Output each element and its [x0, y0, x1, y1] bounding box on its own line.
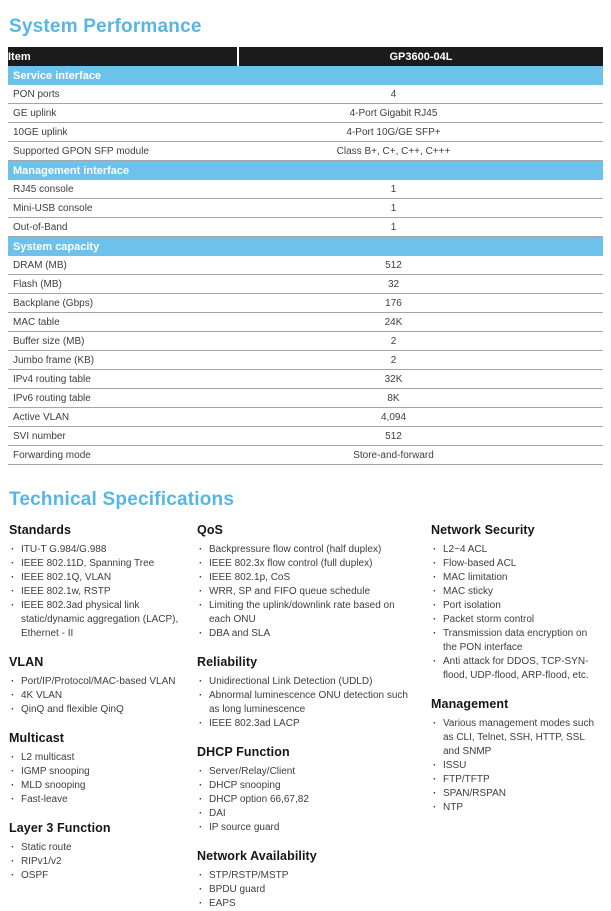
table-row	[8, 85, 603, 104]
spec-item: · ISSU	[430, 759, 603, 773]
section-title: Service interface	[8, 66, 603, 85]
spec-item: · Abnormal luminescence ONU detection such as long luminescence	[196, 689, 416, 717]
spec-group-network-security	[430, 523, 603, 683]
row-label: 10GE uplink	[8, 123, 238, 142]
spec-heading: Network Security	[431, 523, 535, 537]
row-label: PON ports	[8, 85, 238, 104]
section-header-system-capacity	[8, 237, 603, 257]
spec-list	[430, 543, 603, 683]
row-label: DRAM (MB)	[8, 256, 238, 275]
spec-item: · IEEE 802.3ad LACP	[196, 717, 416, 731]
spec-item: · IEEE 802.1Q, VLAN	[8, 571, 182, 585]
spec-item: · Anti attack for DDOS, TCP-SYN-flood, UDP-flood, ARP-flood, etc.	[430, 655, 603, 683]
row-label: Forwarding mode	[8, 446, 238, 465]
row-label: MAC table	[8, 313, 238, 332]
spec-item: · L2~4 ACL	[430, 543, 603, 557]
row-label: Active VLAN	[8, 408, 238, 427]
spec-heading: Network Availability	[197, 849, 317, 863]
spec-item: · Transmission data encryption on the PON interface	[430, 627, 603, 655]
spec-list	[196, 675, 416, 731]
row-value: 8K	[238, 389, 603, 408]
table-row	[8, 275, 603, 294]
row-value: Store-and-forward	[238, 446, 603, 465]
spec-heading: QoS	[197, 523, 223, 537]
table-row	[8, 446, 603, 465]
table-header-row	[8, 47, 603, 66]
table-row	[8, 218, 603, 237]
spec-item: · IP source guard	[196, 821, 416, 835]
row-value: 176	[238, 294, 603, 313]
spec-item: · BPDU guard	[196, 883, 416, 897]
spec-column-1	[8, 523, 196, 883]
spec-heading: Standards	[9, 523, 72, 537]
spec-item: · Server/Relay/Client	[196, 765, 416, 779]
spec-group-qos	[196, 523, 416, 641]
row-label: Buffer size (MB)	[8, 332, 238, 351]
table-row	[8, 180, 603, 199]
spec-item: · DHCP option 66,67,82	[196, 793, 416, 807]
spec-item: · IEEE 802.1w, RSTP	[8, 585, 182, 599]
spec-column-3	[430, 523, 603, 815]
spec-item: · RIPv1/v2	[8, 855, 182, 869]
section-title: System capacity	[8, 237, 603, 257]
spec-item: · ITU-T G.984/G.988	[8, 543, 182, 557]
spec-list	[8, 675, 182, 717]
spec-group-reliability	[196, 655, 416, 731]
spec-item: · IEEE 802.1p, CoS	[196, 571, 416, 585]
system-performance-table	[8, 47, 603, 465]
system-performance-title: System Performance	[9, 16, 202, 37]
spec-list	[196, 869, 416, 911]
spec-item: · EAPS	[196, 897, 416, 911]
spec-item: · OSPF	[8, 869, 182, 883]
spec-item: · Static route	[8, 841, 182, 855]
table-row	[8, 123, 603, 142]
spec-heading: Multicast	[9, 731, 65, 745]
row-value: 1	[238, 218, 603, 237]
row-value: 4	[238, 85, 603, 104]
spec-item: · STP/RSTP/MSTP	[196, 869, 416, 883]
spec-item: · WRR, SP and FIFO queue schedule	[196, 585, 416, 599]
row-value: 4-Port 10G/GE SFP+	[238, 123, 603, 142]
row-value: 512	[238, 427, 603, 446]
row-value: 24K	[238, 313, 603, 332]
row-label: RJ45 console	[8, 180, 238, 199]
table-row	[8, 294, 603, 313]
spec-item: · L2 multicast	[8, 751, 182, 765]
spec-item: · Backpressure flow control (half duplex)	[196, 543, 416, 557]
spec-list	[196, 765, 416, 835]
spec-heading: VLAN	[9, 655, 44, 669]
spec-item: · 4K VLAN	[8, 689, 182, 703]
spec-item: · Port isolation	[430, 599, 603, 613]
section-title: Management interface	[8, 161, 603, 181]
spec-heading: Reliability	[197, 655, 258, 669]
spec-item: · Port/IP/Protocol/MAC-based VLAN	[8, 675, 182, 689]
section-header-management-interface	[8, 161, 603, 181]
table-row	[8, 427, 603, 446]
table-row	[8, 389, 603, 408]
table-row	[8, 256, 603, 275]
spec-item: · DBA and SLA	[196, 627, 416, 641]
spec-item: · SPAN/RSPAN	[430, 787, 603, 801]
row-label: GE uplink	[8, 104, 238, 123]
row-value: 2	[238, 332, 603, 351]
table-row	[8, 408, 603, 427]
row-value: Class B+, C+, C++, C+++	[238, 142, 603, 161]
row-value: 2	[238, 351, 603, 370]
spec-list	[8, 751, 182, 807]
spec-group-multicast	[8, 731, 182, 807]
spec-list	[8, 543, 182, 641]
spec-column-2	[196, 523, 430, 911]
table-row	[8, 199, 603, 218]
table-row	[8, 104, 603, 123]
row-label: SVI number	[8, 427, 238, 446]
spec-item: · Limiting the uplink/downlink rate based on each ONU	[196, 599, 416, 627]
row-label: Backplane (Gbps)	[8, 294, 238, 313]
spec-item: · NTP	[430, 801, 603, 815]
spec-item: · Fast-leave	[8, 793, 182, 807]
spec-item: · Packet storm control	[430, 613, 603, 627]
spec-group-vlan	[8, 655, 182, 717]
spec-heading: Layer 3 Function	[9, 821, 111, 835]
spec-item: · DHCP snooping	[196, 779, 416, 793]
row-label: Mini-USB console	[8, 199, 238, 218]
spec-item: · MLD snooping	[8, 779, 182, 793]
row-label: IPv6 routing table	[8, 389, 238, 408]
row-label: Supported GPON SFP module	[8, 142, 238, 161]
spec-group-standards	[8, 523, 182, 641]
table-row	[8, 332, 603, 351]
table-row	[8, 370, 603, 389]
spec-item: · IEEE 802.11D, Spanning Tree	[8, 557, 182, 571]
row-label: Jumbo frame (KB)	[8, 351, 238, 370]
row-value: 32K	[238, 370, 603, 389]
section-header-service-interface	[8, 66, 603, 85]
spec-group-network-availability	[196, 849, 416, 911]
table-row	[8, 142, 603, 161]
spec-list	[8, 841, 182, 883]
spec-item: · IEEE 802.3ad physical link static/dynamic aggregation (LACP), Ethernet - II	[8, 599, 182, 641]
spec-heading: DHCP Function	[197, 745, 290, 759]
spec-group-management	[430, 697, 603, 815]
spec-item: · QinQ and flexible QinQ	[8, 703, 182, 717]
row-label: IPv4 routing table	[8, 370, 238, 389]
table-row	[8, 313, 603, 332]
table-header-item: Item	[8, 47, 238, 66]
spec-item: · MAC sticky	[430, 585, 603, 599]
row-value: 4-Port Gigabit RJ45	[238, 104, 603, 123]
technical-specifications-columns	[8, 523, 603, 911]
spec-item: · Unidirectional Link Detection (UDLD)	[196, 675, 416, 689]
spec-item: · IGMP snooping	[8, 765, 182, 779]
row-value: 1	[238, 199, 603, 218]
spec-list	[196, 543, 416, 641]
row-value: 4,094	[238, 408, 603, 427]
table-row	[8, 351, 603, 370]
spec-group-layer-3-function	[8, 821, 182, 883]
row-value: 512	[238, 256, 603, 275]
row-label: Out-of-Band	[8, 218, 238, 237]
spec-item: · Flow-based ACL	[430, 557, 603, 571]
spec-heading: Management	[431, 697, 509, 711]
row-value: 1	[238, 180, 603, 199]
spec-group-dhcp-function	[196, 745, 416, 835]
spec-item: · FTP/TFTP	[430, 773, 603, 787]
spec-item: · MAC limitation	[430, 571, 603, 585]
row-value: 32	[238, 275, 603, 294]
table-header-model: GP3600-04L	[238, 47, 603, 66]
spec-list	[430, 717, 603, 815]
spec-item: · DAI	[196, 807, 416, 821]
row-label: Flash (MB)	[8, 275, 238, 294]
spec-item: · IEEE 802.3x flow control (full duplex)	[196, 557, 416, 571]
technical-specifications-title: Technical Specifications	[9, 489, 235, 510]
spec-item: · Various management modes such as CLI, Telnet, SSH, HTTP, SSL and SNMP	[430, 717, 603, 759]
